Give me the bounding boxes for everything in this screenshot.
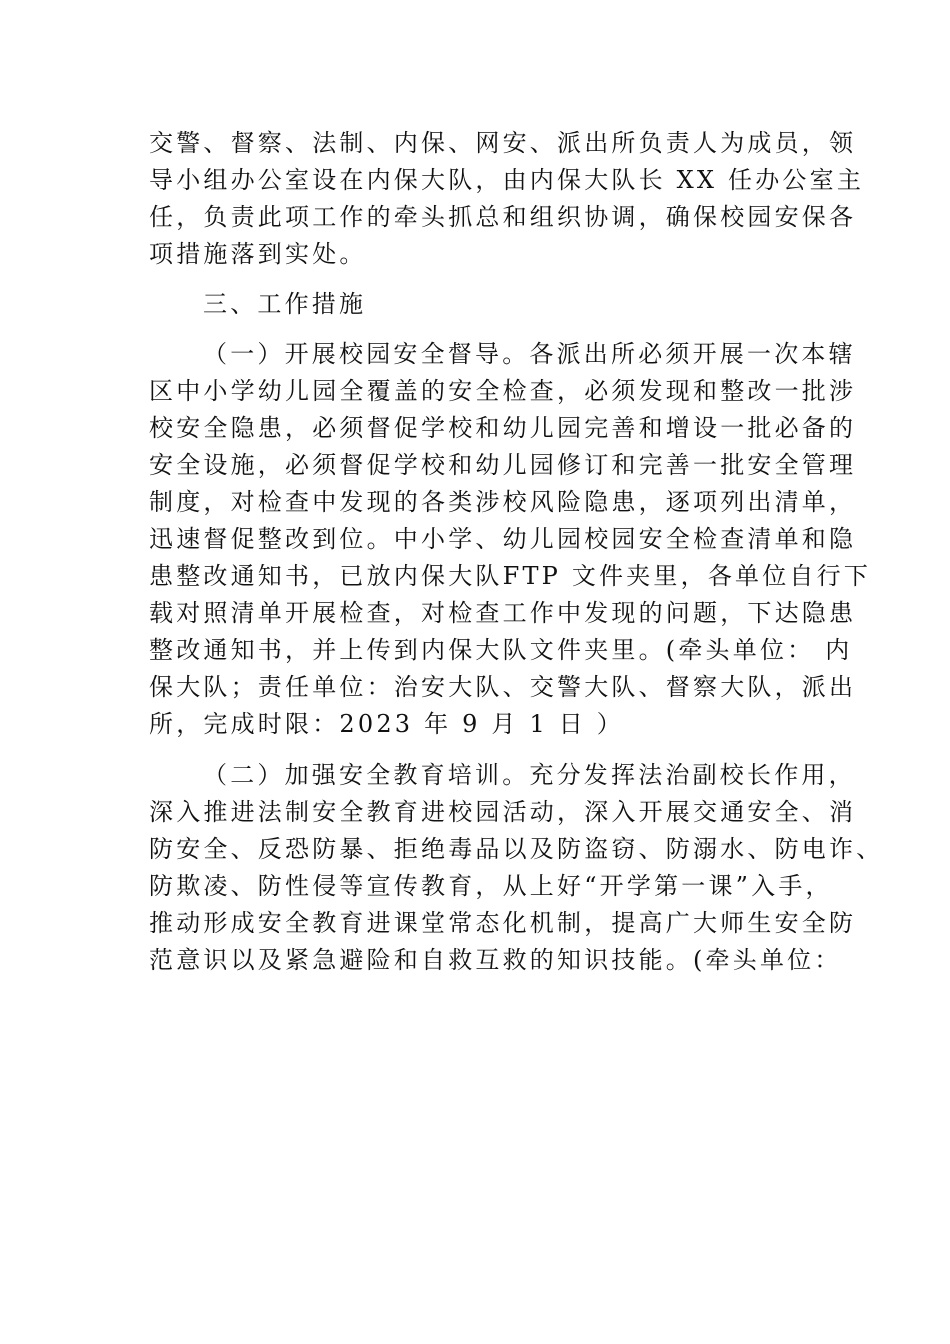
- text-line: 整改通知书，并上传到内保大队文件夹里。(牵头单位： 内: [149, 636, 853, 664]
- text-line: 校安全隐患，必须督促学校和幼儿园完善和增设一批必备的: [149, 414, 857, 442]
- text-line: 迅速督促整改到位。中小学、幼儿园校园安全检查清单和隐: [149, 525, 857, 553]
- text-line: 深入推进法制安全教育进校园活动，深入开展交通安全、消: [149, 798, 857, 826]
- text-line: 患整改通知书，已放内保大队FTP 文件夹里，各单位自行下: [149, 562, 872, 590]
- paragraph-measure-1: [149, 336, 872, 743]
- text-line: 区中小学幼儿园全覆盖的安全检查，必须发现和整改一批涉: [149, 377, 857, 405]
- section-heading: 三、工作措施: [203, 290, 367, 318]
- text-line: 任，负责此项工作的牵头抓总和组织协调，确保校园安保各: [149, 203, 857, 231]
- text-line: 项措施落到实处。: [149, 240, 367, 268]
- text-line: 防安全、反恐防暴、拒绝毒品以及防盗窃、防溺水、防电诈、: [149, 835, 884, 863]
- paragraph-leadership-group: [149, 125, 865, 273]
- text-line: 安全设施，必须督促学校和幼儿园修订和完善一批安全管理: [149, 451, 857, 479]
- document-body: [149, 125, 884, 979]
- text-line: 导小组办公室设在内保大队，由内保大队长 XX 任办公室主: [149, 166, 865, 194]
- text-line: 制度，对检查中发现的各类涉校风险隐患，逐项列出清单，: [149, 488, 857, 516]
- text-line: （二）加强安全教育培训。充分发挥法治副校长作用，: [203, 761, 856, 789]
- text-line: 保大队；责任单位：治安大队、交警大队、督察大队，派出: [149, 673, 857, 701]
- text-line: （一）开展校园安全督导。各派出所必须开展一次本辖: [203, 340, 856, 368]
- text-line: 推动形成安全教育进课堂常态化机制，提高广大师生安全防: [149, 909, 857, 937]
- text-line: 交警、督察、法制、内保、网安、派出所负责人为成员，领: [149, 129, 857, 157]
- text-line: 所，完成时限：2023 年 9 月 1 日 ）: [149, 710, 624, 738]
- text-line: 载对照清单开展检查，对检查工作中发现的问题，下达隐患: [149, 599, 857, 627]
- paragraph-measure-2: [149, 757, 884, 979]
- text-line: 防欺凌、防性侵等宣传教育，从上好“开学第一课”入手，: [149, 872, 833, 900]
- text-line: 范意识以及紧急避险和自救互救的知识技能。(牵头单位：: [149, 946, 842, 974]
